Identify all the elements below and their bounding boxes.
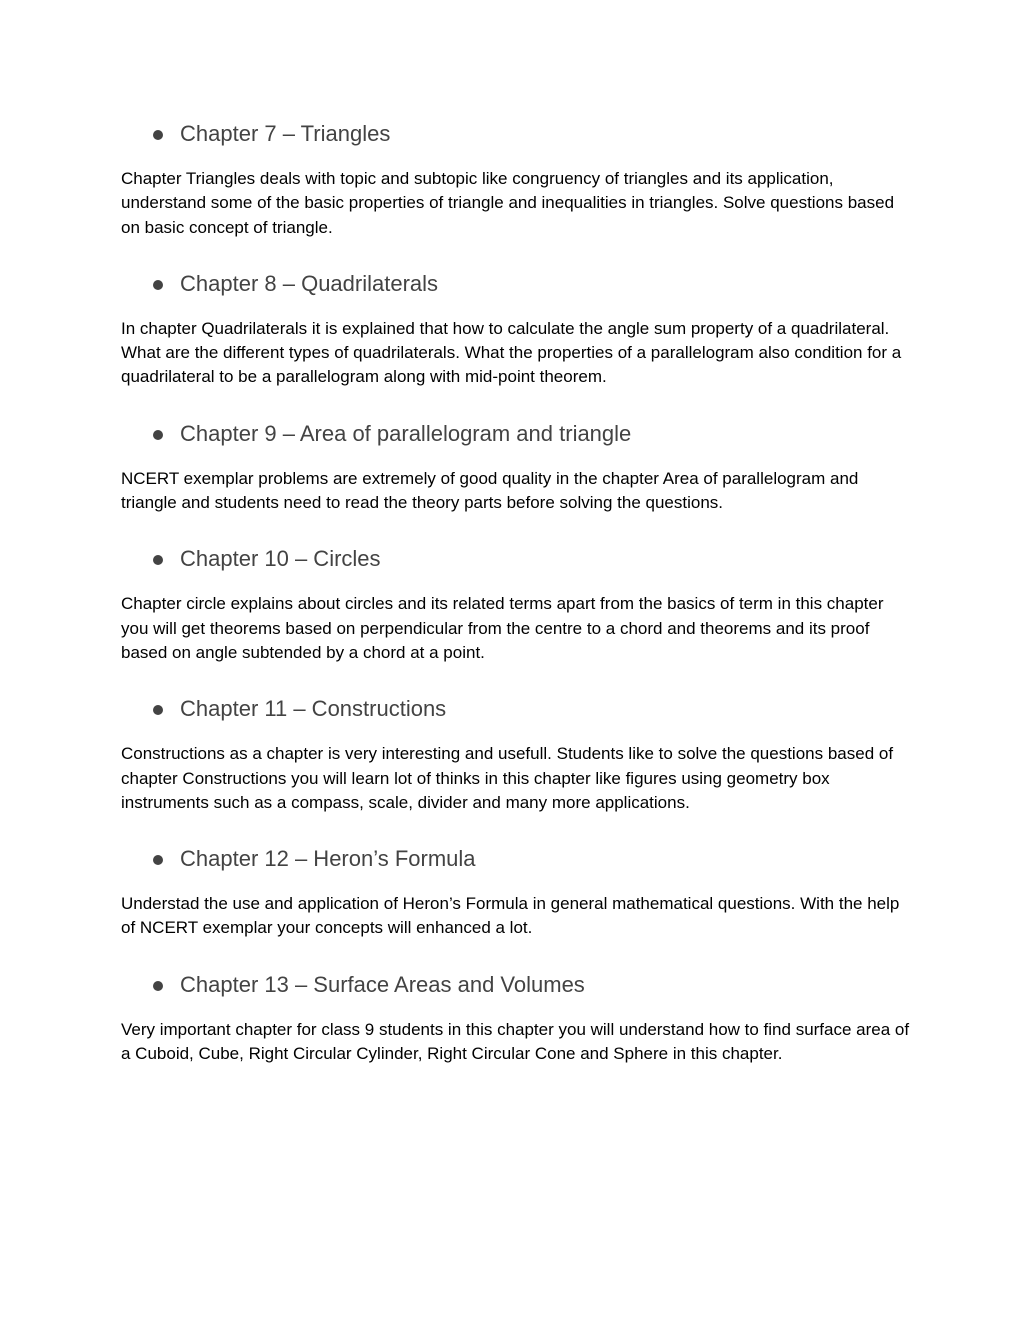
chapter-9-section (121, 418, 911, 516)
bullet-icon (153, 555, 163, 565)
bullet-icon (153, 705, 163, 715)
bullet-icon (153, 855, 163, 865)
chapter-description: Constructions as a chapter is very interesting and usefull. Students like to solve the questions based of chapter Constructions you will learn lot of thinks in this chapter like figures using geometry box instruments such as a compass, scale, divider and many more applications. (121, 744, 894, 812)
chapter-10-section (121, 543, 911, 665)
chapter-heading (153, 268, 911, 300)
chapter-8-section (121, 268, 911, 390)
chapter-heading-text: Chapter 10 – Circles (180, 546, 381, 572)
chapter-11-section (121, 693, 911, 815)
chapter-7-section (121, 118, 911, 240)
document-content (121, 118, 911, 1094)
bullet-icon (153, 130, 163, 140)
bullet-icon (153, 280, 163, 290)
chapter-heading-text: Chapter 7 – Triangles (180, 121, 391, 146)
bullet-icon (153, 981, 163, 991)
chapter-12-section (121, 843, 911, 941)
chapter-heading (153, 969, 911, 1001)
chapter-description: In chapter Quadrilaterals it is explained that how to calculate the angle sum property of a quadrilateral. What are the different types of quadrilaterals. What the properties of a parallelogram also condition for a quadrilateral to be a parallelogram along with mid-point theorem. (121, 318, 902, 387)
bullet-icon (153, 430, 163, 440)
chapter-heading-text: Chapter 12 – Heron’s Formula (180, 846, 476, 872)
chapter-description: Very important chapter for class 9 students in this chapter you will understand how to find surface area of a Cuboid, Cube, Right Circular Cylinder, Right Circular Cone and Sphere in this chapter. (121, 1019, 910, 1064)
chapter-description: Chapter Triangles deals with topic and subtopic like congruency of triangles and its application, understand some of the basic properties of triangle and inequalities in triangles. Solve questions based on basic concept of triangle. (121, 169, 895, 237)
chapter-description: Understad the use and application of Heron’s Formula in general mathematical questions. With the help of NCERT exemplar your concepts will enhanced a lot. (121, 894, 900, 938)
chapter-heading (153, 118, 911, 150)
chapter-description: NCERT exemplar problems are extremely of good quality in the chapter Area of parallelogram and triangle and students need to read the theory parts before solving the questions. (121, 468, 859, 513)
chapter-13-section (121, 969, 911, 1067)
chapter-heading (153, 418, 911, 450)
chapter-heading-text: Chapter 8 – Quadrilaterals (180, 270, 439, 296)
chapter-heading (153, 543, 911, 575)
chapter-heading-text: Chapter 11 – Constructions (180, 696, 447, 722)
chapter-heading (153, 693, 911, 725)
chapter-heading-text: Chapter 9 – Area of parallelogram and triangle (180, 420, 632, 446)
chapter-heading (153, 843, 911, 875)
chapter-heading-text: Chapter 13 – Surface Areas and Volumes (180, 971, 585, 997)
chapter-description: Chapter circle explains about circles and its related terms apart from the basics of term in this chapter you will get theorems based on perpendicular from the centre to a chord and theorems and its proof based on angle subtended by a chord at a point. (121, 594, 884, 662)
